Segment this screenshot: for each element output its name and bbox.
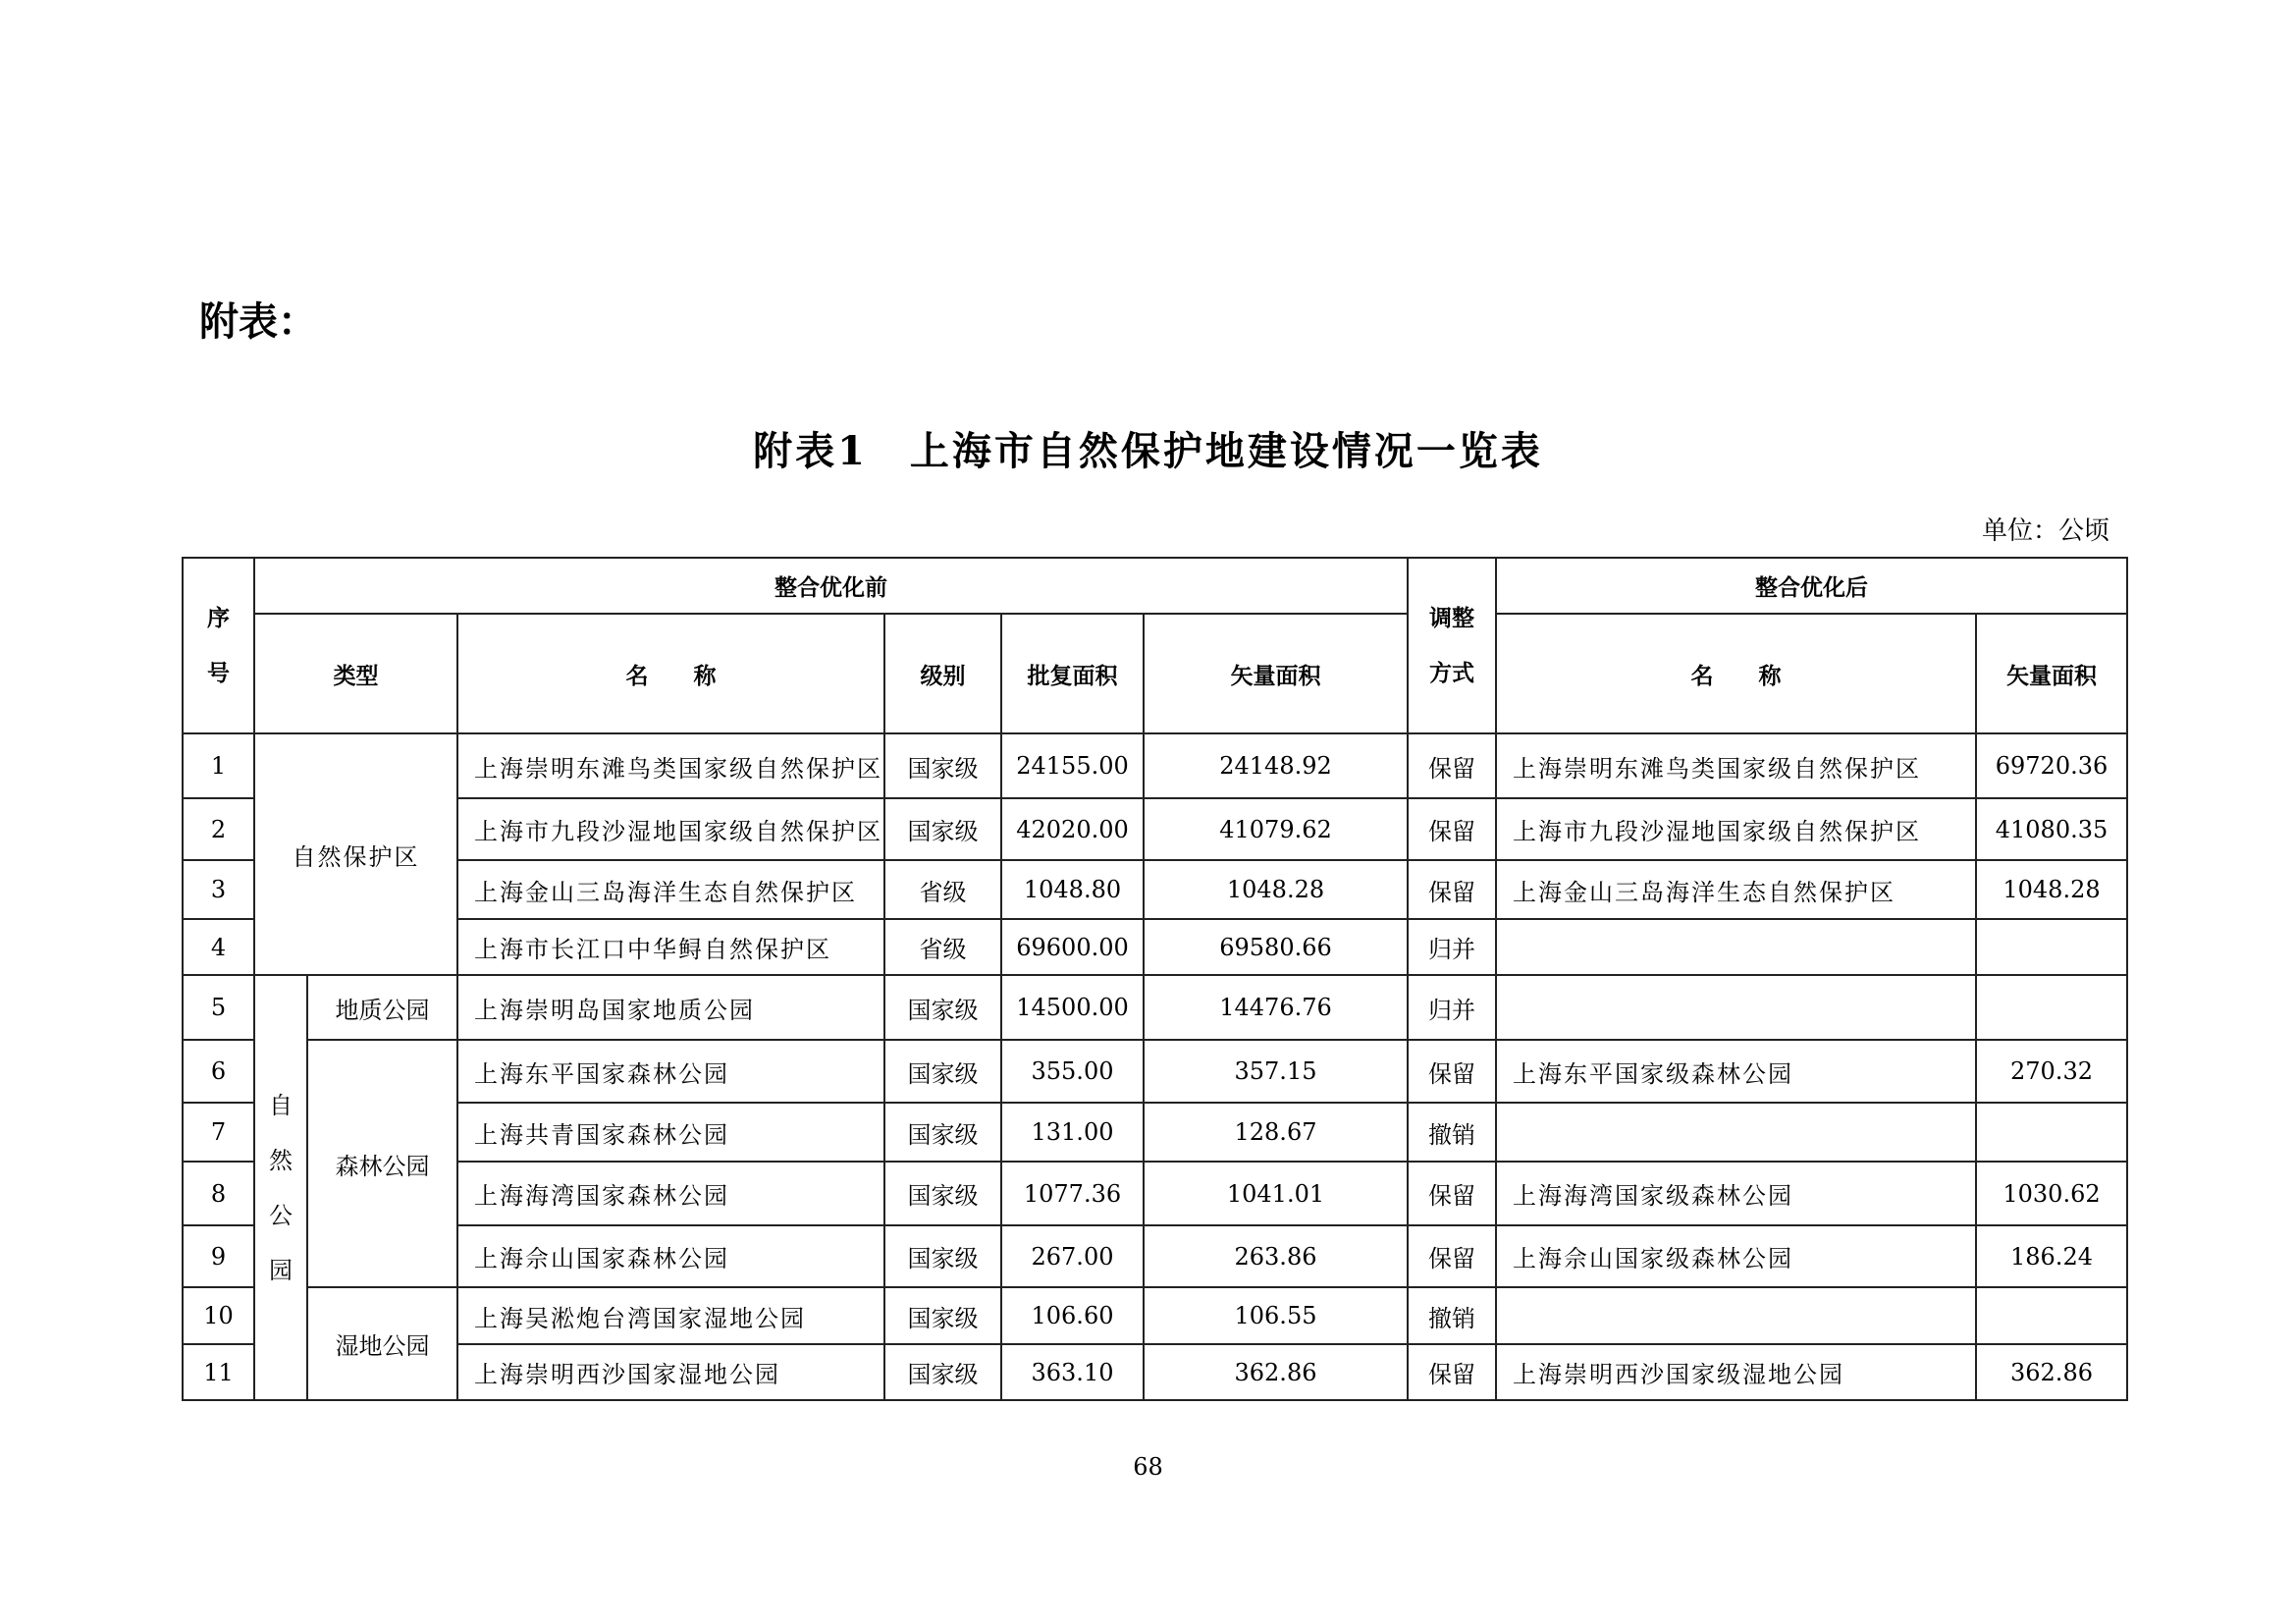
- after-vector-cell: [1976, 919, 2127, 975]
- after-vector-cell: 186.24: [1976, 1225, 2127, 1287]
- method-cell: 保留: [1408, 1344, 1496, 1400]
- vector-cell: 1048.28: [1144, 860, 1408, 919]
- after-vector-cell: [1976, 975, 2127, 1040]
- approved-cell: 355.00: [1001, 1040, 1144, 1103]
- method-cell: 撤销: [1408, 1103, 1496, 1162]
- after-name-cell: 上海崇明东滩鸟类国家级自然保护区: [1496, 733, 1976, 798]
- after-vector-cell: [1976, 1103, 2127, 1162]
- table-row: [183, 1103, 2127, 1162]
- no-cell: 2: [183, 798, 254, 860]
- page-number: 68: [1133, 1453, 1163, 1481]
- method-cell: 归并: [1408, 919, 1496, 975]
- group-forest-park: 森林公园: [307, 1040, 457, 1287]
- name-cell: 上海吴淞炮台湾国家湿地公园: [457, 1287, 884, 1344]
- group-geo-park: 地质公园: [307, 975, 457, 1040]
- no-cell: 8: [183, 1162, 254, 1225]
- name-cell: 上海崇明西沙国家湿地公园: [457, 1344, 884, 1400]
- table-row: [183, 975, 2127, 1040]
- after-name-cell: 上海东平国家级森林公园: [1496, 1040, 1976, 1103]
- vector-cell: 106.55: [1144, 1287, 1408, 1344]
- level-cell: 国家级: [884, 1040, 1001, 1103]
- level-cell: 国家级: [884, 798, 1001, 860]
- after-name-cell: 上海金山三岛海洋生态自然保护区: [1496, 860, 1976, 919]
- group-nature-reserve: 自然保护区: [254, 733, 457, 975]
- method-cell: 保留: [1408, 798, 1496, 860]
- table-row: [183, 733, 2127, 798]
- header-adjust: 调整 方式: [1408, 558, 1496, 733]
- method-cell: 保留: [1408, 860, 1496, 919]
- after-name-cell: [1496, 919, 1976, 975]
- after-vector-cell: [1976, 1287, 2127, 1344]
- vector-cell: 362.86: [1144, 1344, 1408, 1400]
- method-cell: 保留: [1408, 733, 1496, 798]
- vector-cell: 357.15: [1144, 1040, 1408, 1103]
- table-row: [183, 1040, 2127, 1103]
- no-cell: 3: [183, 860, 254, 919]
- level-cell: 省级: [884, 860, 1001, 919]
- name-cell: 上海东平国家森林公园: [457, 1040, 884, 1103]
- vector-cell: 41079.62: [1144, 798, 1408, 860]
- after-name-cell: 上海海湾国家级森林公园: [1496, 1162, 1976, 1225]
- approved-cell: 106.60: [1001, 1287, 1144, 1344]
- level-cell: 国家级: [884, 975, 1001, 1040]
- after-name-cell: [1496, 1103, 1976, 1162]
- name-cell: 上海市九段沙湿地国家级自然保护区: [457, 798, 884, 860]
- header-vector-area: 矢量面积: [1144, 614, 1408, 733]
- method-cell: 保留: [1408, 1225, 1496, 1287]
- method-cell: 撤销: [1408, 1287, 1496, 1344]
- method-cell: 保留: [1408, 1040, 1496, 1103]
- level-cell: 国家级: [884, 1162, 1001, 1225]
- table-title: 附表1 上海市自然保护地建设情况一览表: [753, 428, 1543, 474]
- level-cell: 国家级: [884, 1287, 1001, 1344]
- no-cell: 10: [183, 1287, 254, 1344]
- level-cell: 国家级: [884, 733, 1001, 798]
- group-wetland-park: 湿地公园: [307, 1287, 457, 1400]
- no-cell: 11: [183, 1344, 254, 1400]
- approved-cell: 267.00: [1001, 1225, 1144, 1287]
- after-vector-cell: 41080.35: [1976, 798, 2127, 860]
- approved-cell: 131.00: [1001, 1103, 1144, 1162]
- method-cell: 归并: [1408, 975, 1496, 1040]
- table-row: [183, 1225, 2127, 1287]
- after-name-cell: [1496, 975, 1976, 1040]
- approved-cell: 14500.00: [1001, 975, 1144, 1040]
- table-row: [183, 798, 2127, 860]
- vector-cell: 69580.66: [1144, 919, 1408, 975]
- header-type: 类型: [254, 614, 457, 733]
- after-vector-cell: 1030.62: [1976, 1162, 2127, 1225]
- no-cell: 7: [183, 1103, 254, 1162]
- header-level: 级别: [884, 614, 1001, 733]
- no-cell: 9: [183, 1225, 254, 1287]
- after-vector-cell: 69720.36: [1976, 733, 2127, 798]
- vector-cell: 1041.01: [1144, 1162, 1408, 1225]
- name-cell: 上海共青国家森林公园: [457, 1103, 884, 1162]
- name-cell: 上海佘山国家森林公园: [457, 1225, 884, 1287]
- after-vector-cell: 1048.28: [1976, 860, 2127, 919]
- after-name-cell: 上海崇明西沙国家级湿地公园: [1496, 1344, 1976, 1400]
- vector-cell: 128.67: [1144, 1103, 1408, 1162]
- table-row: [183, 1287, 2127, 1344]
- header-name: 名 称: [457, 614, 884, 733]
- header-after-vector-area: 矢量面积: [1976, 614, 2127, 733]
- after-name-cell: 上海佘山国家级森林公园: [1496, 1225, 1976, 1287]
- header-after-name: 名 称: [1496, 614, 1976, 733]
- after-name-cell: [1496, 1287, 1976, 1344]
- after-name-cell: 上海市九段沙湿地国家级自然保护区: [1496, 798, 1976, 860]
- header-after: 整合优化后: [1496, 558, 2127, 614]
- level-cell: 国家级: [884, 1344, 1001, 1400]
- name-cell: 上海崇明东滩鸟类国家级自然保护区: [457, 733, 884, 798]
- level-cell: 省级: [884, 919, 1001, 975]
- no-cell: 5: [183, 975, 254, 1040]
- table-row: [183, 1162, 2127, 1225]
- approved-cell: 42020.00: [1001, 798, 1144, 860]
- no-cell: 1: [183, 733, 254, 798]
- table-row: [183, 860, 2127, 919]
- after-vector-cell: 270.32: [1976, 1040, 2127, 1103]
- vector-cell: 24148.92: [1144, 733, 1408, 798]
- name-cell: 上海金山三岛海洋生态自然保护区: [457, 860, 884, 919]
- vector-cell: 14476.76: [1144, 975, 1408, 1040]
- protected-areas-table: [182, 557, 2128, 1401]
- table-row: [183, 919, 2127, 975]
- appendix-heading: 附表：: [199, 299, 317, 345]
- approved-cell: 24155.00: [1001, 733, 1144, 798]
- name-cell: 上海崇明岛国家地质公园: [457, 975, 884, 1040]
- approved-cell: 1077.36: [1001, 1162, 1144, 1225]
- table-row: [183, 1344, 2127, 1400]
- approved-cell: 1048.80: [1001, 860, 1144, 919]
- after-vector-cell: 362.86: [1976, 1344, 2127, 1400]
- header-seq: 序 号: [183, 558, 254, 733]
- unit-label: 单位：公顷: [1981, 516, 2109, 546]
- method-cell: 保留: [1408, 1162, 1496, 1225]
- level-cell: 国家级: [884, 1225, 1001, 1287]
- level-cell: 国家级: [884, 1103, 1001, 1162]
- name-cell: 上海海湾国家森林公园: [457, 1162, 884, 1225]
- approved-cell: 69600.00: [1001, 919, 1144, 975]
- name-cell: 上海市长江口中华鲟自然保护区: [457, 919, 884, 975]
- vector-cell: 263.86: [1144, 1225, 1408, 1287]
- approved-cell: 363.10: [1001, 1344, 1144, 1400]
- no-cell: 6: [183, 1040, 254, 1103]
- group-nature-park: 自 然 公 园: [254, 975, 307, 1400]
- no-cell: 4: [183, 919, 254, 975]
- header-before: 整合优化前: [254, 558, 1408, 614]
- header-approved-area: 批复面积: [1001, 614, 1144, 733]
